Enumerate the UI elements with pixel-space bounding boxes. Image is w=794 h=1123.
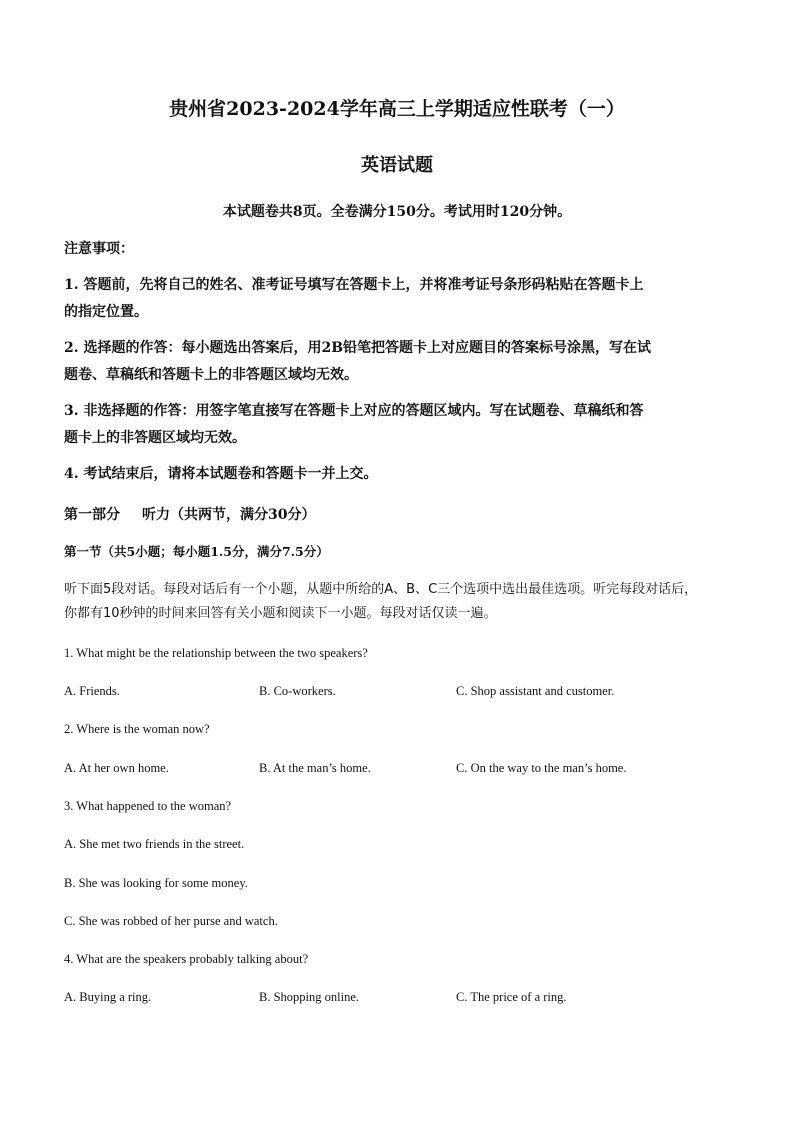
question-stem: 1. What might be the relationship between the two speakers? bbox=[64, 646, 368, 660]
question-stem: 2. Where is the woman now? bbox=[64, 722, 210, 736]
option-a: A. Friends. bbox=[64, 684, 120, 698]
notice-item-line: 的指定位置。 bbox=[64, 304, 148, 320]
part-heading bbox=[64, 504, 734, 524]
option-c: C. She was robbed of her purse and watch. bbox=[64, 914, 278, 928]
option-b: B. She was looking for some money. bbox=[64, 876, 248, 890]
option-a: A. She met two friends in the street. bbox=[64, 837, 245, 851]
notice-item-line: 4. 考试结束后，请将本试题卷和答题卡一并上交。 bbox=[64, 466, 378, 482]
instruction-line: 你都有10秒钟的时间来回答有关小题和阅读下一小题。每段对话仅读一遍。 bbox=[64, 606, 497, 621]
part-title: 听力（共两节，满分30分） bbox=[142, 507, 316, 523]
exam-title: 贵州省2023-2024学年高三上学期适应性联考（一） bbox=[169, 98, 625, 120]
notice-heading: 注意事项： bbox=[64, 241, 134, 257]
option-c: C. Shop assistant and customer. bbox=[456, 684, 615, 698]
notice-item bbox=[64, 335, 734, 389]
option-b: B. Co-workers. bbox=[259, 684, 336, 698]
notice-item-line: 题卷、草稿纸和答题卡上的非答题区域均无效。 bbox=[64, 367, 358, 383]
notice-item-line: 2. 选择题的作答：每小题选出答案后，用2B铅笔把答题卡上对应题目的答案标号涂黑，写在试 bbox=[64, 340, 652, 356]
option-a: A. Buying a ring. bbox=[64, 990, 152, 1004]
option-c: C. On the way to the man’s home. bbox=[456, 761, 627, 775]
notice-item-line: 1. 答题前，先将自己的姓名、准考证号填写在答题卡上，并将准考证号条形码粘贴在答题卡上 bbox=[64, 277, 644, 293]
question-stem: 4. What are the speakers probably talking about? bbox=[64, 952, 309, 966]
option-b: B. At the man’s home. bbox=[259, 761, 371, 775]
section-instructions bbox=[64, 578, 734, 626]
option-c: C. The price of a ring. bbox=[456, 990, 567, 1004]
notice-item bbox=[64, 461, 734, 488]
notice-item-line: 题卡上的非答题区域均无效。 bbox=[64, 430, 246, 446]
notice-item bbox=[64, 272, 734, 326]
option-a: A. At her own home. bbox=[64, 761, 169, 775]
instruction-line: 听下面5段对话。每段对话后有一个小题，从题中所给的A、B、C三个选项中选出最佳选项。听完每段对话后， bbox=[64, 582, 698, 597]
option-b: B. Shopping online. bbox=[259, 990, 360, 1004]
notice-item-line: 3. 非选择题的作答：用签字笔直接写在答题卡上对应的答题区域内。写在试题卷、草稿纸和答 bbox=[64, 403, 644, 419]
subject-title: 英语试题 bbox=[361, 155, 433, 176]
part-label: 第一部分 bbox=[64, 507, 120, 523]
notice-item bbox=[64, 398, 734, 452]
section-heading: 第一节（共5小题；每小题1.5分，满分7.5分） bbox=[64, 544, 329, 559]
question-stem: 3. What happened to the woman? bbox=[64, 799, 232, 813]
paper-info: 本试题卷共8页。全卷满分150分。考试用时120分钟。 bbox=[222, 204, 572, 220]
